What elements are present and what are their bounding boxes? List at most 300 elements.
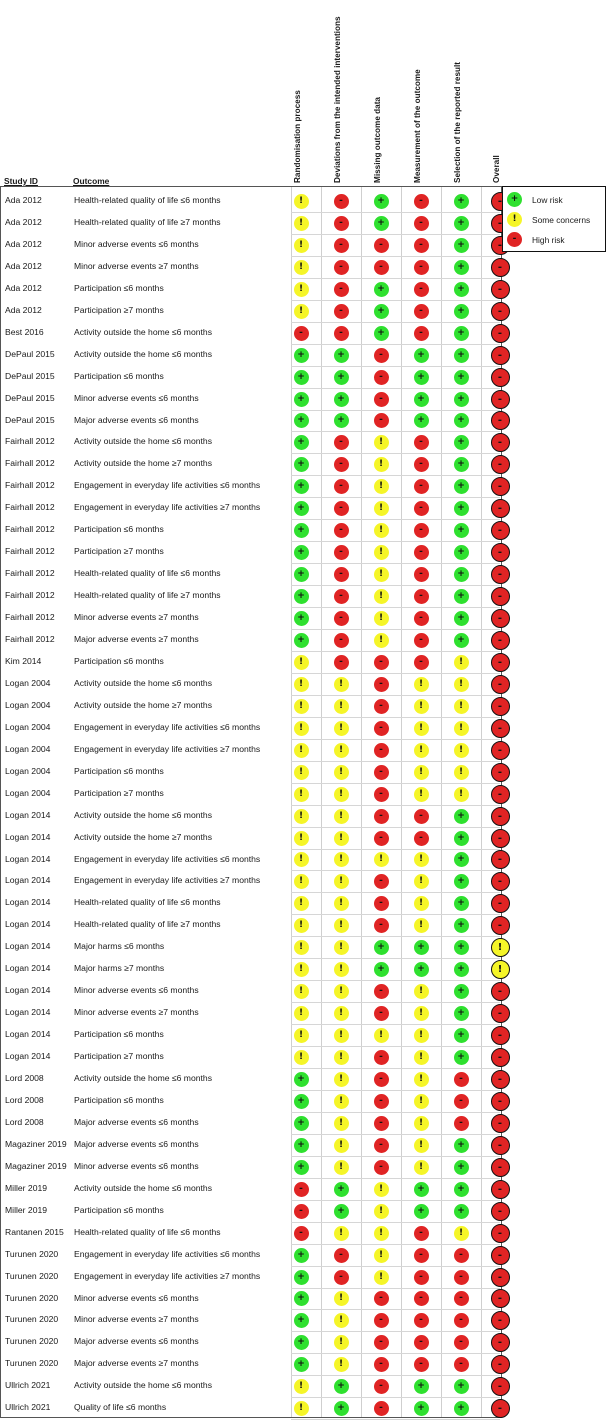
risk-judgement-icon: +: [454, 611, 469, 626]
risk-judgement-icon: +: [294, 392, 309, 407]
study-id-cell: Logan 2014: [5, 1007, 51, 1018]
overall-judgement-icon: -: [491, 433, 510, 452]
risk-judgement-icon: +: [414, 962, 429, 977]
risk-judgement-icon: +: [294, 1291, 309, 1306]
outcome-cell: Participation ≤6 months: [74, 765, 164, 776]
risk-judgement-icon: +: [414, 348, 429, 363]
risk-judgement-icon: -: [414, 501, 429, 516]
risk-judgement-icon: -: [414, 479, 429, 494]
risk-judgement-icon: +: [414, 1379, 429, 1394]
study-id-cell: Lord 2008: [5, 1073, 44, 1083]
risk-judgement-icon: -: [334, 194, 349, 209]
risk-judgement-icon: -: [294, 1226, 309, 1241]
overall-judgement-icon: -: [491, 587, 510, 606]
risk-judgement-icon: +: [294, 567, 309, 582]
risk-judgement-icon: !: [414, 852, 429, 867]
risk-judgement-icon: -: [374, 765, 389, 780]
risk-judgement-icon: !: [414, 918, 429, 933]
risk-judgement-icon: +: [454, 260, 469, 275]
outcome-cell: Major harms ≤6 months: [74, 941, 165, 952]
overall-judgement-icon: -: [491, 1180, 510, 1199]
outcome-cell: Minor adverse events ≤6 months: [74, 238, 199, 249]
risk-judgement-icon: +: [414, 1182, 429, 1197]
risk-judgement-icon: -: [414, 567, 429, 582]
risk-judgement-icon: +: [454, 216, 469, 231]
risk-judgement-icon: -: [294, 326, 309, 341]
risk-judgement-icon: !: [374, 435, 389, 450]
risk-judgement-icon: !: [334, 1028, 349, 1043]
risk-judgement-icon: +: [454, 304, 469, 319]
risk-judgement-icon: -: [334, 567, 349, 582]
overall-judgement-icon: -: [491, 499, 510, 518]
risk-judgement-icon: +: [454, 852, 469, 867]
outcome-cell: Major harms ≥7 months: [74, 963, 165, 974]
outcome-cell: Activity outside the home ≤6 months: [74, 326, 212, 337]
table-row: [1, 1245, 501, 1267]
risk-judgement-icon: +: [294, 1248, 309, 1263]
study-id-cell: Miller 2019: [5, 1204, 48, 1215]
risk-judgement-icon: !: [294, 831, 309, 846]
risk-judgement-icon: !: [374, 1226, 389, 1241]
risk-judgement-icon: -: [414, 435, 429, 450]
outcome-cell: Major adverse events ≤6 months: [74, 1116, 199, 1127]
overall-judgement-icon: -: [491, 521, 510, 540]
outcome-cell: Participation ≤6 months: [74, 370, 164, 381]
risk-judgement-icon: -: [374, 260, 389, 275]
overall-judgement-icon: -: [491, 477, 510, 496]
overall-judgement-icon: -: [491, 1355, 510, 1374]
risk-judgement-icon: !: [334, 831, 349, 846]
overall-judgement-icon: -: [491, 1114, 510, 1133]
study-id-cell: Ada 2012: [5, 260, 42, 271]
risk-judgement-icon: -: [374, 677, 389, 692]
outcome-cell: Activity outside the home ≤6 months: [74, 1380, 212, 1391]
table-row: [1, 476, 501, 498]
risk-judgement-icon: -: [414, 523, 429, 538]
risk-judgement-icon: !: [294, 787, 309, 802]
overall-judgement-icon: -: [491, 1202, 510, 1221]
outcome-cell: Engagement in everyday life activities ≥7 months: [74, 743, 261, 754]
overall-judgement-icon: -: [491, 1136, 510, 1155]
risk-judgement-icon: -: [414, 655, 429, 670]
risk-judgement-icon: +: [454, 1182, 469, 1197]
risk-judgement-icon: !: [334, 1072, 349, 1087]
overall-judgement-icon: -: [491, 697, 510, 716]
risk-judgement-icon: !: [294, 721, 309, 736]
risk-judgement-icon: -: [374, 1050, 389, 1065]
study-id-cell: Ullrich 2021: [5, 1402, 51, 1413]
legend-low-icon: +: [507, 192, 522, 207]
outcome-cell: Health-related quality of life ≤6 months: [74, 195, 221, 205]
risk-judgement-icon: -: [334, 435, 349, 450]
study-id-cell: Fairhall 2012: [5, 634, 55, 644]
risk-judgement-icon: +: [454, 413, 469, 428]
risk-judgement-icon: -: [374, 984, 389, 999]
risk-judgement-icon: !: [294, 940, 309, 955]
table-row: [1, 367, 501, 389]
risk-judgement-icon: !: [414, 874, 429, 889]
risk-judgement-icon: -: [374, 1138, 389, 1153]
risk-judgement-icon: -: [334, 238, 349, 253]
risk-judgement-icon: !: [334, 1050, 349, 1065]
legend-label: Some concerns: [532, 215, 591, 225]
risk-judgement-icon: !: [414, 1006, 429, 1021]
overall-judgement-icon: -: [491, 829, 510, 848]
risk-judgement-icon: -: [414, 1270, 429, 1285]
overall-judgement-icon: -: [491, 653, 510, 672]
risk-judgement-icon: +: [454, 1401, 469, 1416]
risk-judgement-icon: -: [414, 611, 429, 626]
overall-judgement-icon: -: [491, 346, 510, 365]
risk-judgement-icon: -: [414, 216, 429, 231]
risk-judgement-icon: -: [374, 1357, 389, 1372]
risk-judgement-icon: +: [294, 1335, 309, 1350]
risk-judgement-icon: +: [374, 216, 389, 231]
risk-judgement-icon: !: [334, 962, 349, 977]
study-id-cell: Turunen 2020: [5, 1270, 59, 1281]
study-id-cell: Best 2016: [5, 326, 44, 337]
risk-judgement-icon: !: [334, 809, 349, 824]
overall-judgement-icon: -: [491, 1246, 510, 1265]
table-row: [1, 674, 501, 696]
table-row: [1, 586, 501, 608]
outcome-cell: Activity outside the home ≤6 months: [74, 1182, 212, 1193]
risk-judgement-icon: -: [374, 1379, 389, 1394]
risk-judgement-icon: !: [374, 852, 389, 867]
risk-judgement-icon: !: [334, 699, 349, 714]
risk-judgement-icon: +: [334, 348, 349, 363]
risk-judgement-icon: !: [294, 1401, 309, 1416]
risk-judgement-icon: +: [294, 1270, 309, 1285]
outcome-cell: Major adverse events ≤6 months: [74, 414, 199, 425]
risk-judgement-icon: !: [454, 743, 469, 758]
outcome-cell: Activity outside the home ≥7 months: [74, 699, 212, 710]
table-row: [1, 301, 501, 323]
risk-judgement-icon: +: [334, 1401, 349, 1416]
risk-judgement-icon: -: [294, 1204, 309, 1219]
risk-judgement-icon: !: [334, 1006, 349, 1021]
risk-judgement-icon: !: [334, 1160, 349, 1175]
risk-judgement-icon: !: [334, 918, 349, 933]
legend-high-icon: -: [507, 232, 522, 247]
outcome-cell: Participation ≥7 months: [74, 304, 164, 315]
outcome-cell: Health-related quality of life ≥7 months: [74, 919, 221, 930]
risk-judgement-icon: +: [454, 1050, 469, 1065]
risk-judgement-icon: -: [334, 1270, 349, 1285]
outcome-cell: Minor adverse events ≥7 months: [74, 1314, 199, 1325]
risk-judgement-icon: -: [374, 787, 389, 802]
study-id-cell: Fairhall 2012: [5, 612, 55, 623]
study-id-cell: Logan 2014: [5, 1029, 51, 1040]
overall-judgement-icon: -: [491, 1026, 510, 1045]
study-id-cell: Logan 2014: [5, 985, 51, 996]
overall-judgement-icon: -: [491, 1333, 510, 1352]
risk-judgement-icon: -: [454, 1248, 469, 1263]
outcome-cell: Participation ≤6 months: [74, 1204, 164, 1215]
risk-judgement-icon: !: [334, 743, 349, 758]
risk-judgement-icon: !: [334, 852, 349, 867]
risk-judgement-icon: +: [454, 479, 469, 494]
risk-judgement-icon: +: [334, 392, 349, 407]
legend-item-low: [507, 191, 603, 209]
overall-judgement-icon: -: [491, 1048, 510, 1067]
risk-judgement-icon: +: [414, 392, 429, 407]
outcome-cell: Activity outside the home ≤6 months: [74, 809, 212, 820]
study-id-cell: DePaul 2015: [5, 414, 55, 425]
outcome-cell: Participation ≥7 months: [74, 546, 164, 557]
risk-judgement-icon: -: [414, 831, 429, 846]
risk-judgement-icon: !: [374, 545, 389, 560]
risk-judgement-icon: !: [374, 611, 389, 626]
table-row: [1, 718, 501, 740]
risk-judgement-icon: !: [294, 677, 309, 692]
outcome-cell: Health-related quality of life ≥7 months: [74, 216, 221, 227]
risk-judgement-icon: -: [374, 1160, 389, 1175]
risk-judgement-icon: -: [334, 479, 349, 494]
study-id-header: Study ID: [4, 176, 38, 186]
risk-judgement-icon: !: [294, 918, 309, 933]
risk-judgement-icon: -: [374, 918, 389, 933]
risk-judgement-icon: !: [374, 1028, 389, 1043]
risk-judgement-icon: +: [454, 831, 469, 846]
overall-judgement-icon: -: [491, 741, 510, 760]
study-id-cell: Kim 2014: [5, 655, 42, 666]
risk-judgement-icon: !: [294, 260, 309, 275]
risk-judgement-icon: -: [374, 413, 389, 428]
risk-judgement-icon: -: [294, 1182, 309, 1197]
study-id-cell: DePaul 2015: [5, 348, 55, 359]
overall-judgement-icon: -: [491, 763, 510, 782]
risk-judgement-icon: +: [374, 282, 389, 297]
risk-judgement-icon: !: [334, 1335, 349, 1350]
study-id-cell: Ada 2012: [5, 304, 42, 315]
study-id-cell: Turunen 2020: [5, 1358, 59, 1369]
risk-judgement-icon: +: [454, 940, 469, 955]
risk-judgement-icon: +: [334, 1204, 349, 1219]
study-id-cell: Turunen 2020: [5, 1248, 59, 1259]
outcome-cell: Health-related quality of life ≥7 months: [74, 590, 221, 601]
risk-judgement-icon: !: [294, 304, 309, 319]
overall-judgement-icon: -: [491, 1377, 510, 1396]
study-id-cell: DePaul 2015: [5, 392, 55, 403]
study-id-cell: Turunen 2020: [5, 1336, 59, 1347]
risk-judgement-icon: !: [294, 1006, 309, 1021]
risk-judgement-icon: !: [334, 1094, 349, 1109]
risk-judgement-icon: +: [454, 1028, 469, 1043]
study-id-cell: Logan 2004: [5, 699, 51, 710]
risk-judgement-icon: +: [374, 194, 389, 209]
risk-judgement-icon: -: [454, 1116, 469, 1131]
overall-judgement-icon: -: [491, 1092, 510, 1111]
risk-judgement-icon: -: [334, 545, 349, 560]
risk-judgement-icon: !: [374, 633, 389, 648]
risk-judgement-icon: +: [414, 1204, 429, 1219]
table-row: [1, 696, 501, 718]
risk-judgement-icon: -: [454, 1270, 469, 1285]
risk-judgement-icon: -: [414, 1313, 429, 1328]
risk-judgement-icon: -: [334, 282, 349, 297]
risk-judgement-icon: -: [374, 238, 389, 253]
risk-judgement-icon: +: [294, 457, 309, 472]
domain-header-label: Deviations from the intended interventions: [333, 16, 342, 183]
outcome-cell: Engagement in everyday life activities ≤6 months: [74, 1248, 261, 1259]
risk-judgement-icon: -: [414, 1291, 429, 1306]
risk-judgement-icon: +: [454, 896, 469, 911]
table-row: [1, 279, 501, 301]
risk-judgement-icon: -: [334, 523, 349, 538]
table-row: [1, 850, 501, 872]
study-id-cell: Miller 2019: [5, 1182, 48, 1193]
table-row: [1, 1289, 501, 1311]
risk-judgement-icon: -: [334, 501, 349, 516]
risk-judgement-icon: +: [454, 501, 469, 516]
risk-judgement-icon: -: [454, 1094, 469, 1109]
outcome-cell: Participation ≥7 months: [74, 787, 164, 798]
risk-judgement-icon: !: [294, 896, 309, 911]
overall-judgement-icon: -: [491, 390, 510, 409]
outcome-cell: Major adverse events ≥7 months: [74, 1358, 199, 1369]
outcome-cell: Engagement in everyday life activities ≤6 months: [74, 721, 261, 732]
risk-judgement-icon: +: [454, 326, 469, 341]
risk-judgement-icon: !: [294, 852, 309, 867]
overall-judgement-icon: -: [491, 1311, 510, 1330]
risk-judgement-icon: +: [414, 413, 429, 428]
risk-judgement-icon: -: [414, 304, 429, 319]
overall-judgement-icon: -: [491, 916, 510, 935]
study-id-cell: Fairhall 2012: [5, 436, 55, 447]
study-id-cell: Magaziner 2019: [5, 1160, 67, 1171]
risk-judgement-icon: -: [454, 1357, 469, 1372]
risk-judgement-icon: -: [374, 874, 389, 889]
overall-judgement-icon: -: [491, 631, 510, 650]
risk-judgement-icon: !: [294, 699, 309, 714]
risk-judgement-icon: +: [414, 370, 429, 385]
risk-judgement-icon: -: [374, 1116, 389, 1131]
risk-judgement-icon: +: [294, 1072, 309, 1087]
table-row: [1, 1003, 501, 1025]
outcome-cell: Major adverse events ≥7 months: [74, 634, 199, 644]
study-id-cell: Logan 2004: [5, 743, 51, 754]
risk-judgement-icon: +: [454, 589, 469, 604]
study-id-cell: Logan 2014: [5, 831, 51, 842]
risk-judgement-icon: !: [334, 787, 349, 802]
risk-judgement-icon: +: [294, 479, 309, 494]
risk-judgement-icon: -: [414, 545, 429, 560]
risk-judgement-icon: !: [414, 787, 429, 802]
risk-judgement-icon: !: [414, 1072, 429, 1087]
study-id-cell: Ada 2012: [5, 195, 42, 205]
study-id-cell: Ada 2012: [5, 238, 42, 249]
risk-judgement-icon: !: [454, 677, 469, 692]
outcome-cell: Engagement in everyday life activities ≥7 months: [74, 1270, 261, 1281]
risk-judgement-icon: -: [374, 831, 389, 846]
risk-judgement-icon: +: [454, 457, 469, 472]
risk-judgement-icon: !: [374, 1182, 389, 1197]
risk-judgement-icon: +: [454, 918, 469, 933]
risk-judgement-icon: -: [414, 238, 429, 253]
risk-judgement-icon: -: [414, 1248, 429, 1263]
risk-judgement-icon: -: [414, 457, 429, 472]
outcome-cell: Activity outside the home ≤6 months: [74, 677, 212, 688]
risk-judgement-icon: -: [374, 896, 389, 911]
study-id-cell: Logan 2004: [5, 787, 51, 798]
risk-judgement-icon: !: [294, 1379, 309, 1394]
risk-judgement-icon: !: [374, 589, 389, 604]
outcome-cell: Activity outside the home ≤6 months: [74, 1073, 212, 1083]
risk-judgement-icon: -: [374, 1006, 389, 1021]
overall-judgement-icon: -: [491, 850, 510, 869]
study-id-cell: Fairhall 2012: [5, 590, 55, 601]
risk-judgement-icon: +: [454, 435, 469, 450]
study-id-cell: Logan 2014: [5, 853, 51, 864]
risk-judgement-icon: !: [374, 501, 389, 516]
risk-judgement-icon: +: [454, 545, 469, 560]
risk-judgement-icon: +: [334, 413, 349, 428]
risk-judgement-icon: +: [294, 501, 309, 516]
table-row: [1, 191, 501, 213]
risk-judgement-icon: +: [294, 633, 309, 648]
risk-judgement-icon: !: [374, 1248, 389, 1263]
risk-judgement-icon: -: [334, 633, 349, 648]
outcome-cell: Participation ≤6 months: [74, 282, 164, 293]
risk-judgement-icon: -: [334, 260, 349, 275]
table-row: [1, 1310, 501, 1332]
risk-judgement-icon: !: [334, 984, 349, 999]
risk-judgement-icon: +: [454, 809, 469, 824]
study-id-cell: Logan 2004: [5, 765, 51, 776]
risk-judgement-icon: !: [334, 874, 349, 889]
outcome-cell: Major adverse events ≤6 months: [74, 1138, 199, 1149]
overall-judgement-icon: -: [491, 258, 510, 277]
risk-judgement-icon: !: [294, 194, 309, 209]
risk-judgement-icon: !: [294, 216, 309, 231]
outcome-cell: Activity outside the home ≤6 months: [74, 436, 212, 447]
risk-judgement-icon: !: [414, 1028, 429, 1043]
study-id-cell: Logan 2014: [5, 963, 51, 974]
outcome-cell: Activity outside the home ≤6 months: [74, 348, 212, 359]
risk-judgement-icon: !: [294, 1028, 309, 1043]
table-row: [1, 564, 501, 586]
risk-judgement-icon: !: [374, 479, 389, 494]
study-id-cell: Logan 2014: [5, 809, 51, 820]
risk-judgement-icon: +: [294, 1094, 309, 1109]
domain-header-label: Randomisation process: [293, 90, 302, 183]
risk-judgement-icon: +: [454, 1204, 469, 1219]
risk-judgement-icon: !: [414, 721, 429, 736]
risk-judgement-icon: !: [414, 1138, 429, 1153]
study-id-cell: Ullrich 2021: [5, 1380, 51, 1391]
risk-judgement-icon: +: [454, 1160, 469, 1175]
risk-judgement-icon: !: [294, 874, 309, 889]
risk-judgement-icon: !: [414, 1094, 429, 1109]
risk-judgement-icon: -: [334, 1248, 349, 1263]
risk-judgement-icon: -: [374, 743, 389, 758]
table-row: [1, 937, 501, 959]
table-row: [1, 1025, 501, 1047]
table-row: [1, 1398, 501, 1420]
table-row: [1, 432, 501, 454]
legend-item-high: [507, 231, 603, 249]
table-row: [1, 740, 501, 762]
risk-judgement-icon: +: [414, 1401, 429, 1416]
overall-judgement-icon: -: [491, 872, 510, 891]
table-row: [1, 498, 501, 520]
risk-judgement-icon: !: [374, 1204, 389, 1219]
study-id-cell: Fairhall 2012: [5, 568, 55, 579]
risk-judgement-icon: !: [454, 787, 469, 802]
risk-judgement-icon: +: [294, 1313, 309, 1328]
table-row: [1, 257, 501, 279]
